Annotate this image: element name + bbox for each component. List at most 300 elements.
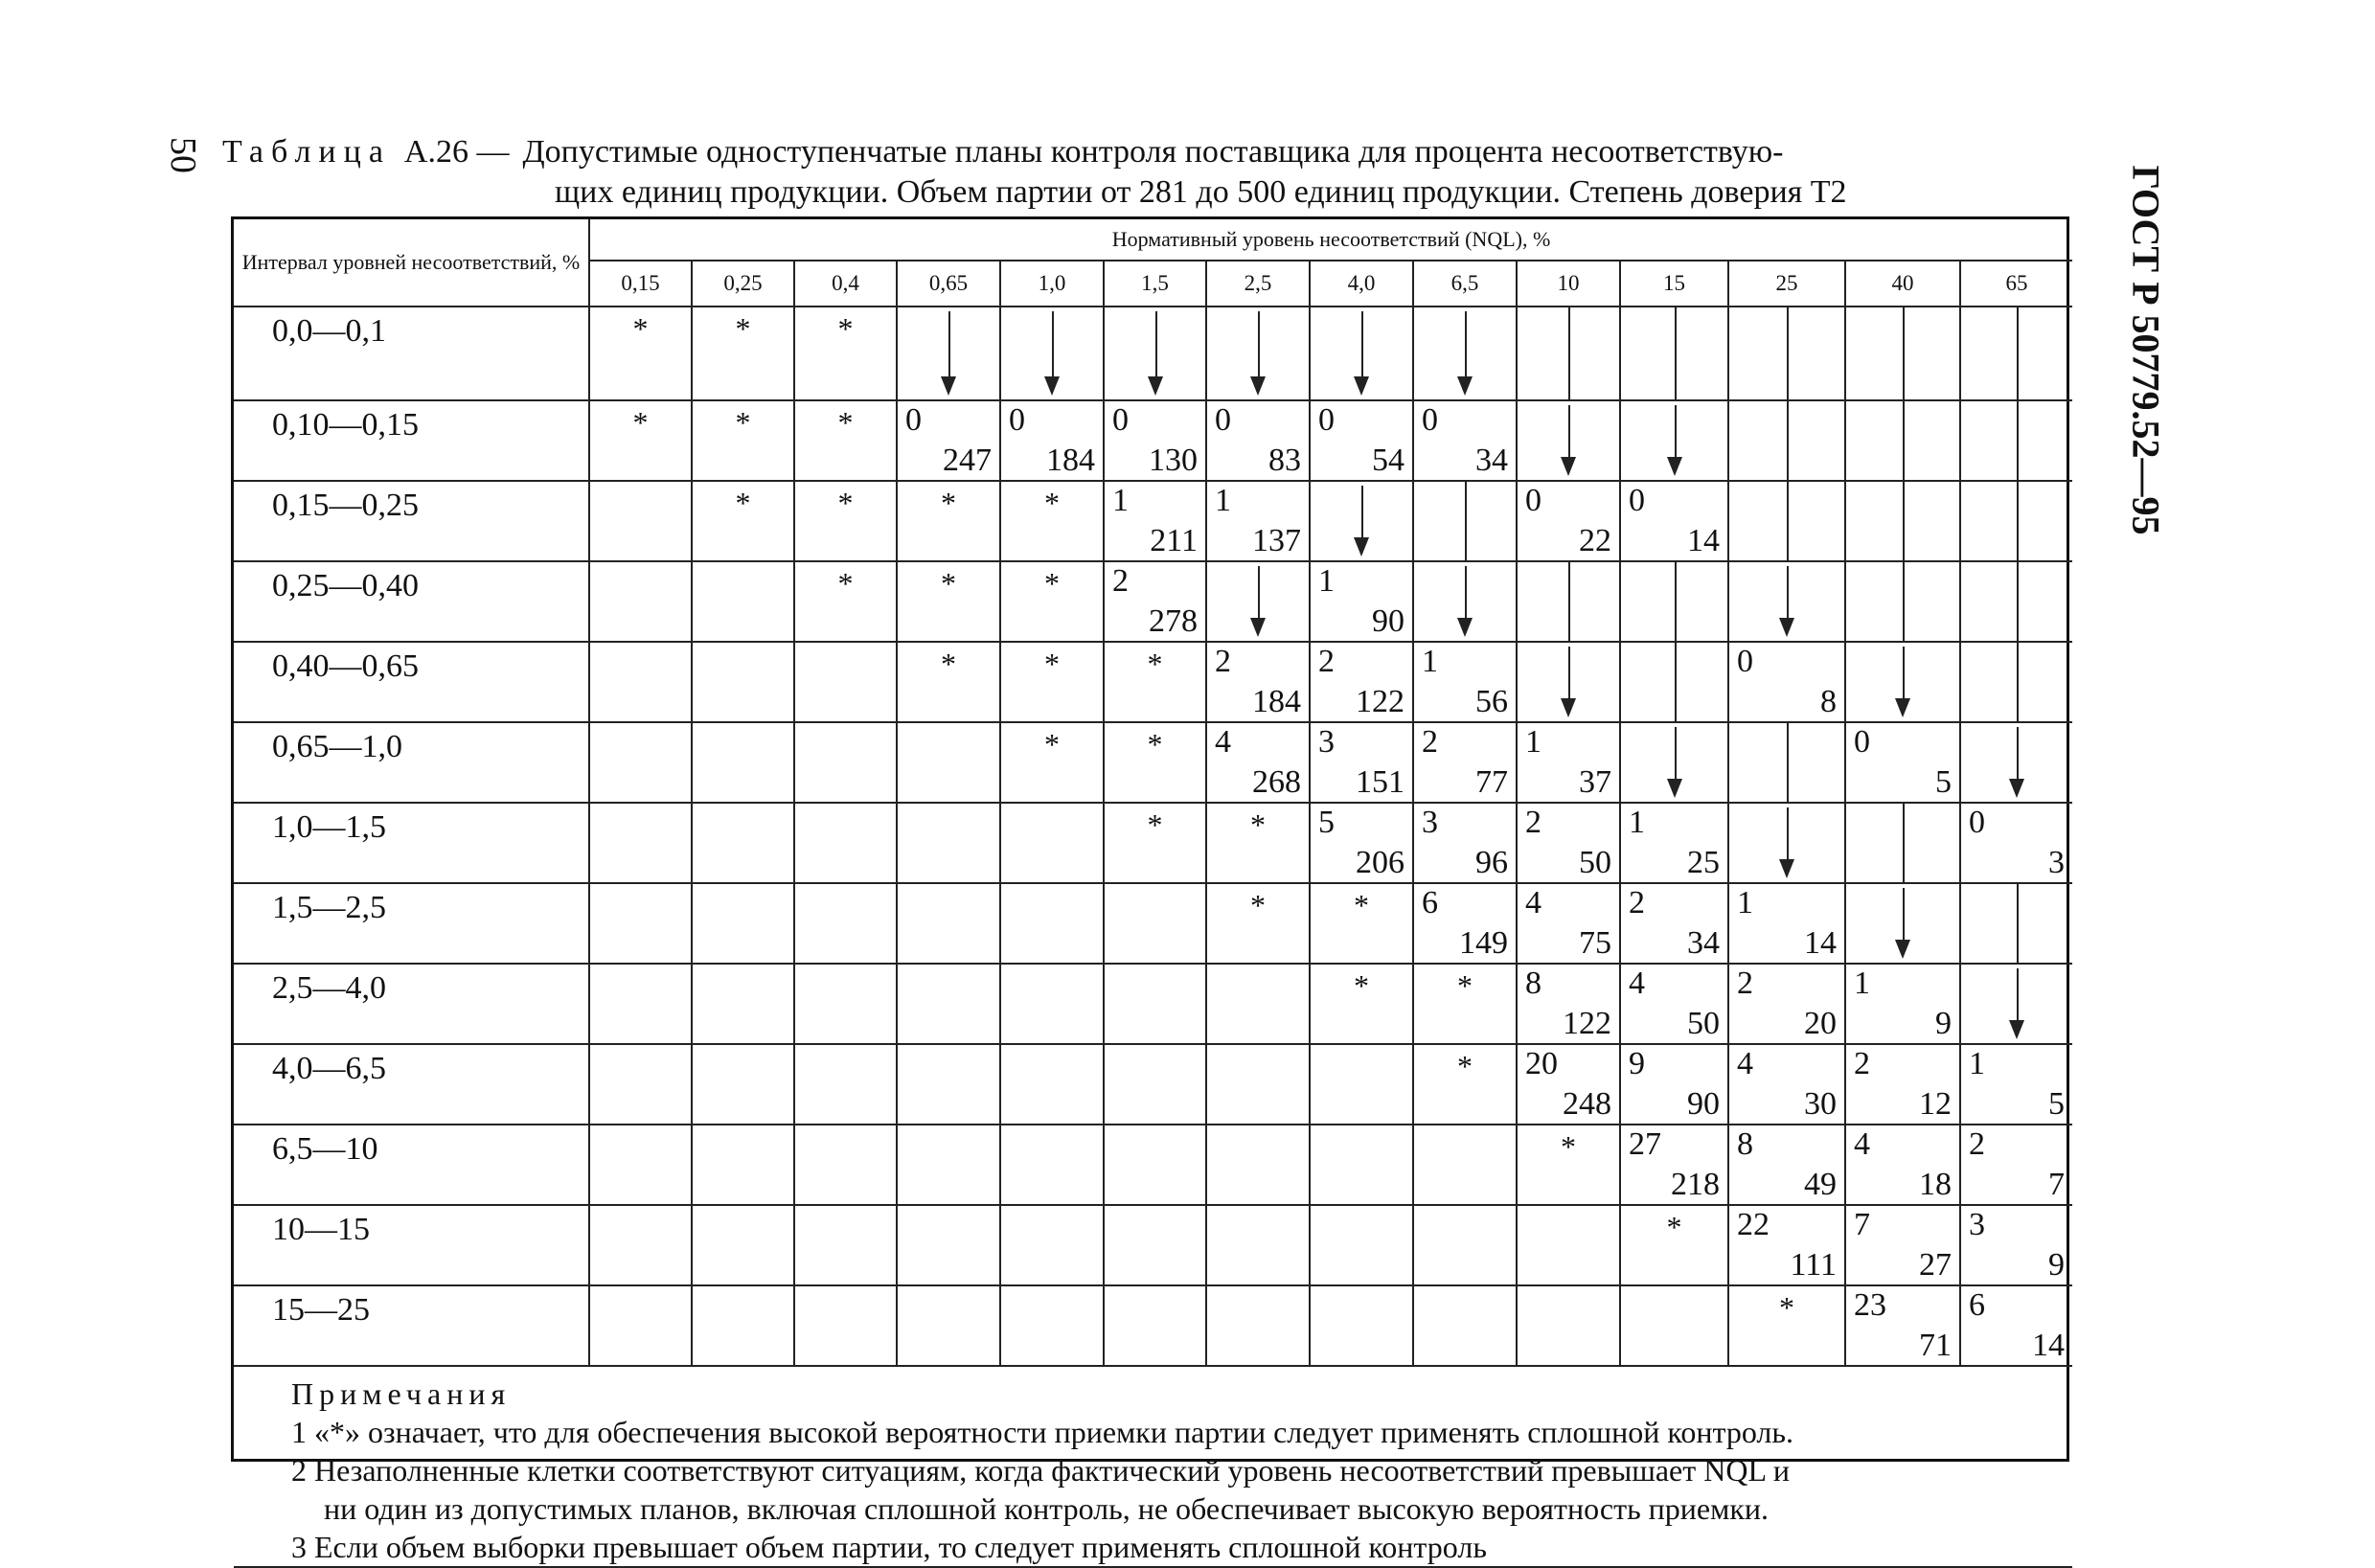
asterisk-mark: * <box>1457 1049 1473 1083</box>
sample-size: 34 <box>1475 443 1508 478</box>
nql-level-8: 6,5 <box>1413 261 1517 307</box>
asterisk-mark: * <box>735 405 751 440</box>
acceptance-number: 0 <box>1318 402 1335 438</box>
plan-cell <box>1620 1125 1728 1205</box>
asterisk-mark: * <box>1250 807 1266 842</box>
sample-size: 54 <box>1372 443 1404 478</box>
arrow-shaft <box>1258 566 1260 618</box>
plan-cell <box>1845 1044 1960 1125</box>
plan-cell <box>1413 400 1517 481</box>
continuation-line <box>1787 401 1789 480</box>
full-inspection-cell <box>589 307 692 400</box>
plan-cell <box>1206 481 1310 561</box>
full-inspection-cell <box>794 307 897 400</box>
table-head <box>234 219 2072 307</box>
arrow-cell <box>1206 561 1310 642</box>
asterisk-mark: * <box>1779 1290 1794 1325</box>
interval-cell: 0,65—1,0 <box>234 722 589 803</box>
sample-size: 96 <box>1475 845 1508 880</box>
empty-cell <box>1000 1205 1104 1285</box>
table-caption <box>222 132 2062 213</box>
acceptance-number: 1 <box>1737 885 1753 920</box>
acceptance-number: 1 <box>1854 966 1870 1001</box>
plan-cell <box>1206 722 1310 803</box>
plan-cell <box>1845 1285 1960 1366</box>
sample-size: 14 <box>1804 925 1837 961</box>
sample-size: 90 <box>1687 1086 1720 1122</box>
plans-table <box>234 219 2072 1568</box>
full-inspection-cell <box>1620 1205 1728 1285</box>
empty-cell <box>692 642 794 722</box>
arrow-cell <box>1413 307 1517 400</box>
down-arrow-icon <box>1779 859 1794 878</box>
sample-size: 77 <box>1475 764 1508 800</box>
sample-size: 218 <box>1671 1167 1720 1202</box>
nql-level-13: 65 <box>1960 261 2072 307</box>
empty-cell <box>1206 1125 1310 1205</box>
sample-size: 5 <box>2048 1086 2066 1122</box>
full-inspection-cell <box>1413 1044 1517 1125</box>
arrow-shaft <box>1155 311 1157 376</box>
full-inspection-cell <box>794 561 897 642</box>
empty-cell <box>897 1044 1000 1125</box>
notes-cell <box>234 1366 2072 1567</box>
table-row <box>234 1044 2072 1125</box>
asterisk-mark: * <box>1044 647 1060 681</box>
interval-cell: 4,0—6,5 <box>234 1044 589 1125</box>
full-inspection-cell <box>1000 481 1104 561</box>
interval-cell: 0,40—0,65 <box>234 642 589 722</box>
full-inspection-cell <box>1310 964 1413 1044</box>
empty-cell <box>794 1205 897 1285</box>
empty-cell <box>1000 883 1104 964</box>
arrow-shaft <box>1787 807 1789 859</box>
full-inspection-cell <box>1206 883 1310 964</box>
sample-size: 122 <box>1563 1006 1611 1041</box>
empty-cell <box>1206 1285 1310 1366</box>
plan-cell <box>1310 722 1413 803</box>
acceptance-number: 2 <box>1318 644 1335 679</box>
note-2-continued: ни один из допустимых планов, включая сплошной контроль, не обеспечивает высокую вероятность приемки. <box>324 1491 1770 1526</box>
empty-cell <box>589 1285 692 1366</box>
arrow-cell <box>1310 307 1413 400</box>
plan-cell <box>1728 1044 1845 1125</box>
empty-cell <box>794 803 897 883</box>
asterisk-mark: * <box>941 486 956 520</box>
nql-level-1: 0,25 <box>692 261 794 307</box>
empty-cell <box>1000 1285 1104 1366</box>
sample-size: 268 <box>1252 764 1301 800</box>
full-inspection-cell <box>1310 883 1413 964</box>
acceptance-number: 2 <box>1737 966 1753 1001</box>
continuation-cell <box>1960 561 2072 642</box>
empty-cell <box>692 1205 794 1285</box>
arrow-cell <box>1517 400 1620 481</box>
sample-size: 71 <box>1919 1328 1952 1363</box>
continuation-cell <box>1845 307 1960 400</box>
arrow-cell <box>1845 642 1960 722</box>
empty-cell <box>589 1044 692 1125</box>
arrow-cell <box>1413 561 1517 642</box>
empty-cell <box>589 481 692 561</box>
sample-size: 278 <box>1149 603 1198 639</box>
arrow-cell <box>1960 964 2072 1044</box>
down-arrow-icon <box>1354 376 1369 396</box>
down-arrow-icon <box>1148 376 1163 396</box>
acceptance-number: 0 <box>1215 402 1231 438</box>
continuation-cell <box>1517 561 1620 642</box>
acceptance-number: 4 <box>1215 724 1231 760</box>
plan-cell <box>1310 561 1413 642</box>
plan-cell <box>1960 1205 2072 1285</box>
down-arrow-icon <box>1250 376 1266 396</box>
empty-cell <box>897 883 1000 964</box>
full-inspection-cell <box>794 481 897 561</box>
empty-cell <box>1104 1205 1206 1285</box>
down-arrow-icon <box>1667 779 1682 798</box>
asterisk-mark: * <box>1044 566 1060 601</box>
interval-cell: 0,10—0,15 <box>234 400 589 481</box>
continuation-line <box>2017 401 2019 480</box>
plan-cell <box>1845 1205 1960 1285</box>
arrow-shaft <box>1675 405 1677 457</box>
interval-cell: 0,15—0,25 <box>234 481 589 561</box>
empty-cell <box>1517 1285 1620 1366</box>
sample-size: 9 <box>1935 1006 1952 1041</box>
continuation-cell <box>1960 307 2072 400</box>
continuation-cell <box>1413 481 1517 561</box>
down-arrow-icon <box>1895 940 1910 959</box>
empty-cell <box>1310 1125 1413 1205</box>
sample-size: 50 <box>1687 1006 1720 1041</box>
acceptance-number: 6 <box>1969 1287 1985 1323</box>
acceptance-number: 3 <box>1969 1207 1985 1242</box>
plan-cell <box>1206 642 1310 722</box>
arrow-cell <box>1310 481 1413 561</box>
acceptance-number: 1 <box>1629 805 1645 840</box>
continuation-line <box>1787 307 1789 399</box>
header-row-1 <box>234 219 2072 261</box>
empty-cell <box>692 1125 794 1205</box>
full-inspection-cell <box>897 481 1000 561</box>
caption-title-line1: Допустимые одноступенчатые планы контроля поставщика для процента несоответствую- <box>522 134 1784 170</box>
continuation-line <box>1787 723 1789 802</box>
asterisk-mark: * <box>837 486 854 520</box>
full-inspection-cell <box>1517 1125 1620 1205</box>
empty-cell <box>692 561 794 642</box>
down-arrow-icon <box>1457 376 1473 396</box>
arrow-cell <box>897 307 1000 400</box>
arrow-cell <box>1960 722 2072 803</box>
plan-cell <box>1620 883 1728 964</box>
down-arrow-icon <box>1561 698 1576 717</box>
plan-cell <box>1104 481 1206 561</box>
arrow-shaft <box>1568 405 1570 457</box>
continuation-line <box>2017 643 2019 721</box>
empty-cell <box>692 722 794 803</box>
full-inspection-cell <box>692 400 794 481</box>
acceptance-number: 4 <box>1737 1046 1753 1081</box>
acceptance-number: 0 <box>1969 805 1985 840</box>
empty-cell <box>1000 1044 1104 1125</box>
plan-cell <box>1517 883 1620 964</box>
arrow-shaft <box>1052 311 1054 376</box>
sample-size: 49 <box>1804 1167 1837 1202</box>
acceptance-number: 5 <box>1318 805 1335 840</box>
arrow-cell <box>1206 307 1310 400</box>
asterisk-mark: * <box>837 405 854 440</box>
document-code <box>2103 125 2189 575</box>
notes-row <box>234 1366 2072 1567</box>
table-row <box>234 722 2072 803</box>
empty-cell <box>1310 1205 1413 1285</box>
plan-cell <box>1310 400 1413 481</box>
down-arrow-icon <box>1250 618 1266 637</box>
acceptance-number: 2 <box>1112 563 1129 599</box>
down-arrow-icon <box>2009 779 2024 798</box>
acceptance-number: 1 <box>1112 483 1129 518</box>
empty-cell <box>794 642 897 722</box>
plan-cell <box>1206 400 1310 481</box>
continuation-cell <box>1728 481 1845 561</box>
arrow-shaft <box>1361 486 1363 537</box>
continuation-cell <box>1960 883 2072 964</box>
table-row <box>234 481 2072 561</box>
plan-cell <box>1517 803 1620 883</box>
sample-size: 151 <box>1356 764 1404 800</box>
full-inspection-cell <box>692 481 794 561</box>
sample-size: 37 <box>1579 764 1611 800</box>
continuation-cell <box>1620 642 1728 722</box>
continuation-line <box>1903 804 1905 882</box>
caption-line-1 <box>222 132 2062 172</box>
plan-cell <box>1413 883 1517 964</box>
table-row <box>234 803 2072 883</box>
asterisk-mark: * <box>1044 486 1060 520</box>
asterisk-mark: * <box>1561 1129 1576 1164</box>
continuation-cell <box>1728 722 1845 803</box>
asterisk-mark: * <box>1147 807 1163 842</box>
interval-header: Интервал уровней несоответствий, % <box>234 219 589 307</box>
empty-cell <box>589 561 692 642</box>
arrow-shaft <box>2017 727 2019 779</box>
asterisk-mark: * <box>1147 727 1163 761</box>
nql-level-0: 0,15 <box>589 261 692 307</box>
down-arrow-icon <box>2009 1020 2024 1039</box>
empty-cell <box>1000 803 1104 883</box>
sample-size: 247 <box>943 443 992 478</box>
plan-cell <box>1845 1125 1960 1205</box>
acceptance-number: 22 <box>1737 1207 1770 1242</box>
plan-cell <box>1517 481 1620 561</box>
asterisk-mark: * <box>941 647 956 681</box>
empty-cell <box>1104 964 1206 1044</box>
plan-cell <box>1413 642 1517 722</box>
caption-table-label: Таблица <box>222 134 391 170</box>
acceptance-number: 0 <box>905 402 922 438</box>
acceptance-number: 2 <box>1969 1126 1985 1162</box>
plan-cell <box>1728 964 1845 1044</box>
sample-size: 25 <box>1687 845 1720 880</box>
continuation-cell <box>1845 481 1960 561</box>
notes-title: Примечания <box>291 1376 512 1411</box>
continuation-cell <box>1845 561 1960 642</box>
table-row <box>234 561 2072 642</box>
asterisk-mark: * <box>632 405 649 440</box>
sample-size: 9 <box>2048 1247 2066 1283</box>
sample-size: 248 <box>1563 1086 1611 1122</box>
empty-cell <box>1000 1125 1104 1205</box>
nql-level-11: 25 <box>1728 261 1845 307</box>
notes-section <box>234 1366 2072 1567</box>
nql-header: Нормативный уровень несоответствий (NQL), % <box>589 219 2072 261</box>
down-arrow-icon <box>1561 457 1576 476</box>
continuation-line <box>2017 562 2019 641</box>
acceptance-number: 0 <box>1525 483 1541 518</box>
interval-cell: 0,0—0,1 <box>234 307 589 400</box>
empty-cell <box>1104 883 1206 964</box>
empty-cell <box>794 883 897 964</box>
empty-cell <box>1104 1044 1206 1125</box>
continuation-line <box>1903 562 1905 641</box>
sample-size: 5 <box>1935 764 1952 800</box>
nql-level-6: 2,5 <box>1206 261 1310 307</box>
empty-cell <box>1517 1205 1620 1285</box>
table-row <box>234 307 2072 400</box>
continuation-line <box>1568 307 1570 399</box>
asterisk-mark: * <box>837 566 854 601</box>
sample-size: 30 <box>1804 1086 1837 1122</box>
full-inspection-cell <box>794 400 897 481</box>
acceptance-number: 1 <box>1969 1046 1985 1081</box>
sample-size: 22 <box>1579 523 1611 558</box>
empty-cell <box>1413 1285 1517 1366</box>
arrow-cell <box>1104 307 1206 400</box>
plan-cell <box>897 400 1000 481</box>
sample-size: 8 <box>1820 684 1837 719</box>
note-2: 2 Незаполненные клетки соответствуют ситуациям, когда фактический уровень несоответствий превышает NQL и <box>291 1453 1790 1488</box>
continuation-line <box>1675 643 1677 721</box>
acceptance-number: 3 <box>1422 805 1438 840</box>
table-row <box>234 400 2072 481</box>
plan-cell <box>1104 400 1206 481</box>
continuation-line <box>2017 884 2019 963</box>
sample-size: 83 <box>1268 443 1301 478</box>
arrow-cell <box>1728 803 1845 883</box>
empty-cell <box>589 883 692 964</box>
empty-cell <box>1310 1285 1413 1366</box>
acceptance-number: 3 <box>1318 724 1335 760</box>
empty-cell <box>589 803 692 883</box>
sample-size: 18 <box>1919 1167 1952 1202</box>
acceptance-number: 2 <box>1629 885 1645 920</box>
sample-size: 130 <box>1149 443 1198 478</box>
acceptance-number: 4 <box>1525 885 1541 920</box>
plan-cell <box>1960 803 2072 883</box>
plan-cell <box>1413 803 1517 883</box>
continuation-line <box>1787 482 1789 560</box>
sample-size: 75 <box>1579 925 1611 961</box>
arrow-cell <box>1620 400 1728 481</box>
empty-cell <box>794 964 897 1044</box>
plan-cell <box>1517 1044 1620 1125</box>
table-row <box>234 964 2072 1044</box>
plan-cell <box>1845 722 1960 803</box>
nql-level-10: 15 <box>1620 261 1728 307</box>
table-frame <box>231 216 2069 1564</box>
arrow-shaft <box>948 311 950 376</box>
full-inspection-cell <box>1000 561 1104 642</box>
empty-cell <box>794 1044 897 1125</box>
interval-cell: 2,5—4,0 <box>234 964 589 1044</box>
full-inspection-cell <box>1728 1285 1845 1366</box>
interval-cell: 10—15 <box>234 1205 589 1285</box>
empty-cell <box>794 722 897 803</box>
empty-cell <box>692 1044 794 1125</box>
arrow-shaft <box>1568 647 1570 698</box>
asterisk-mark: * <box>1457 968 1473 1003</box>
full-inspection-cell <box>897 561 1000 642</box>
empty-cell <box>897 1285 1000 1366</box>
sample-size: 3 <box>2048 845 2066 880</box>
down-arrow-icon <box>1354 537 1369 557</box>
empty-cell <box>1206 964 1310 1044</box>
down-arrow-icon <box>1895 698 1910 717</box>
continuation-line <box>1465 482 1467 560</box>
full-inspection-cell <box>1104 722 1206 803</box>
sample-size: 122 <box>1356 684 1404 719</box>
continuation-line <box>1903 401 1905 480</box>
note-3: 3 Если объем выборки превышает объем партии, то следует применять сплошной контроль <box>291 1530 1487 1564</box>
page-number: 50 <box>163 137 203 173</box>
continuation-cell <box>1960 481 2072 561</box>
continuation-line <box>1675 562 1677 641</box>
arrow-shaft <box>1787 566 1789 618</box>
arrow-shaft <box>1903 888 1905 940</box>
acceptance-number: 8 <box>1737 1126 1753 1162</box>
plan-cell <box>1620 803 1728 883</box>
arrow-shaft <box>1903 647 1905 698</box>
asterisk-mark: * <box>1250 888 1266 922</box>
arrow-shaft <box>1361 311 1363 376</box>
plan-cell <box>1310 803 1413 883</box>
empty-cell <box>589 722 692 803</box>
asterisk-mark: * <box>735 486 751 520</box>
acceptance-number: 2 <box>1525 805 1541 840</box>
asterisk-mark: * <box>1666 1210 1682 1244</box>
empty-cell <box>589 642 692 722</box>
asterisk-mark: * <box>1354 968 1369 1003</box>
acceptance-number: 7 <box>1854 1207 1870 1242</box>
full-inspection-cell <box>692 307 794 400</box>
acceptance-number: 0 <box>1854 724 1870 760</box>
arrow-cell <box>1517 642 1620 722</box>
interval-cell: 1,5—2,5 <box>234 883 589 964</box>
empty-cell <box>589 1205 692 1285</box>
empty-cell <box>1413 1205 1517 1285</box>
empty-cell <box>692 803 794 883</box>
nql-level-5: 1,5 <box>1104 261 1206 307</box>
asterisk-mark: * <box>1147 647 1163 681</box>
caption-title-line2: щих единиц продукции. Объем партии от 281 до 500 единиц продукции. Степень доверия Т2 <box>555 174 1847 210</box>
interval-cell: 15—25 <box>234 1285 589 1366</box>
empty-cell <box>1206 1205 1310 1285</box>
acceptance-number: 4 <box>1854 1126 1870 1162</box>
sample-size: 12 <box>1919 1086 1952 1122</box>
empty-cell <box>692 883 794 964</box>
sample-size: 137 <box>1252 523 1301 558</box>
sample-size: 27 <box>1919 1247 1952 1283</box>
